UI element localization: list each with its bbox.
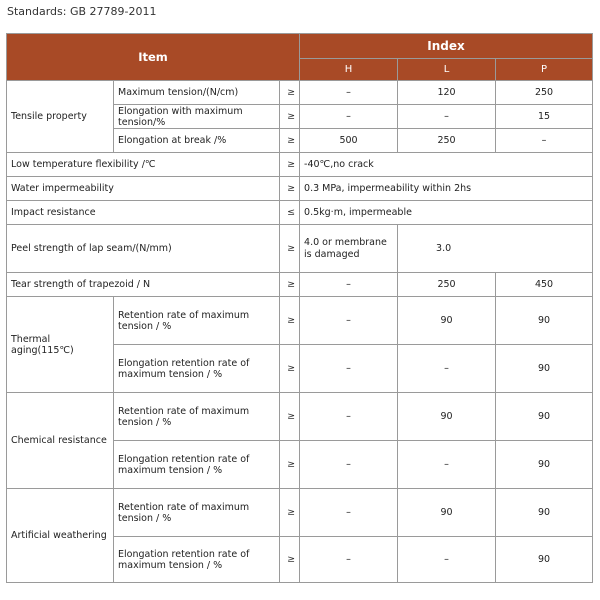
table-row [7,393,593,441]
value-h: – [300,489,398,537]
value-p: 90 [496,441,593,489]
value-p: 90 [496,345,593,393]
col-h-header: H [300,59,398,81]
row-label: Elongation retention rate of maximum tension / % [114,441,280,489]
operator: ≥ [280,153,300,177]
row-label: Low temperature flexibility /℃ [7,153,280,177]
header-row [7,34,593,59]
table-row [7,225,593,273]
operator: ≥ [280,297,300,345]
row-label: Impact resistance [7,201,280,225]
value-l: – [398,345,496,393]
value-h: 500 [300,129,398,153]
row-label: Water impermeability [7,177,280,201]
item-header: Item [7,34,300,81]
operator: ≤ [280,201,300,225]
table-row [7,201,593,225]
table-row [7,153,593,177]
value-merged: -40℃,no crack [300,153,593,177]
value-lp: 3.0 [398,225,593,273]
value-l: 90 [398,297,496,345]
operator: ≥ [280,441,300,489]
row-label: Maximum tension/(N/cm) [114,81,280,105]
value-l: 90 [398,489,496,537]
spec-table [6,33,593,583]
operator: ≥ [280,489,300,537]
operator: ≥ [280,81,300,105]
row-label: Elongation retention rate of maximum tension / % [114,345,280,393]
row-label: Retention rate of maximum tension / % [114,393,280,441]
value-merged: 0.3 MPa, impermeability within 2hs [300,177,593,201]
value-h: – [300,297,398,345]
row-label: Retention rate of maximum tension / % [114,297,280,345]
index-header: Index [300,34,593,59]
value-h: – [300,105,398,129]
row-label: Elongation at break /% [114,129,280,153]
table-row [7,297,593,345]
value-h: – [300,393,398,441]
row-label: Elongation retention rate of maximum tension / % [114,537,280,583]
col-l-header: L [398,59,496,81]
value-h: – [300,273,398,297]
value-l: – [398,537,496,583]
table-row [7,177,593,201]
operator: ≥ [280,225,300,273]
value-p: 450 [496,273,593,297]
row-label: Elongation with maximum tension/% [114,105,280,129]
value-l: 90 [398,393,496,441]
group-label: Artificial weathering [7,489,114,583]
group-label: Chemical resistance [7,393,114,489]
value-h: – [300,441,398,489]
row-label: Tear strength of trapezoid / N [7,273,280,297]
operator: ≥ [280,345,300,393]
value-h: 4.0 or membrane is damaged [300,225,398,273]
value-merged: 0.5kg·m, impermeable [300,201,593,225]
value-l: 250 [398,129,496,153]
table-row [7,81,593,105]
group-label: Tensile property [7,81,114,153]
operator: ≥ [280,393,300,441]
value-p: 15 [496,105,593,129]
operator: ≥ [280,105,300,129]
row-label: Peel strength of lap seam/(N/mm) [7,225,280,273]
value-l: – [398,441,496,489]
operator: ≥ [280,537,300,583]
col-p-header: P [496,59,593,81]
table-row [7,489,593,537]
value-p: – [496,129,593,153]
value-h: – [300,81,398,105]
value-h: – [300,537,398,583]
standard-label: Standards: GB 27789-2011 [7,5,157,18]
value-l: 250 [398,273,496,297]
value-p: 90 [496,393,593,441]
value-l: 120 [398,81,496,105]
row-label: Retention rate of maximum tension / % [114,489,280,537]
value-p: 90 [496,297,593,345]
table-row [7,273,593,297]
group-label: Thermal aging(115℃) [7,297,114,393]
operator: ≥ [280,273,300,297]
value-p: 90 [496,537,593,583]
value-p: 250 [496,81,593,105]
value-l: – [398,105,496,129]
value-h: – [300,345,398,393]
operator: ≥ [280,177,300,201]
value-p: 90 [496,489,593,537]
operator: ≥ [280,129,300,153]
